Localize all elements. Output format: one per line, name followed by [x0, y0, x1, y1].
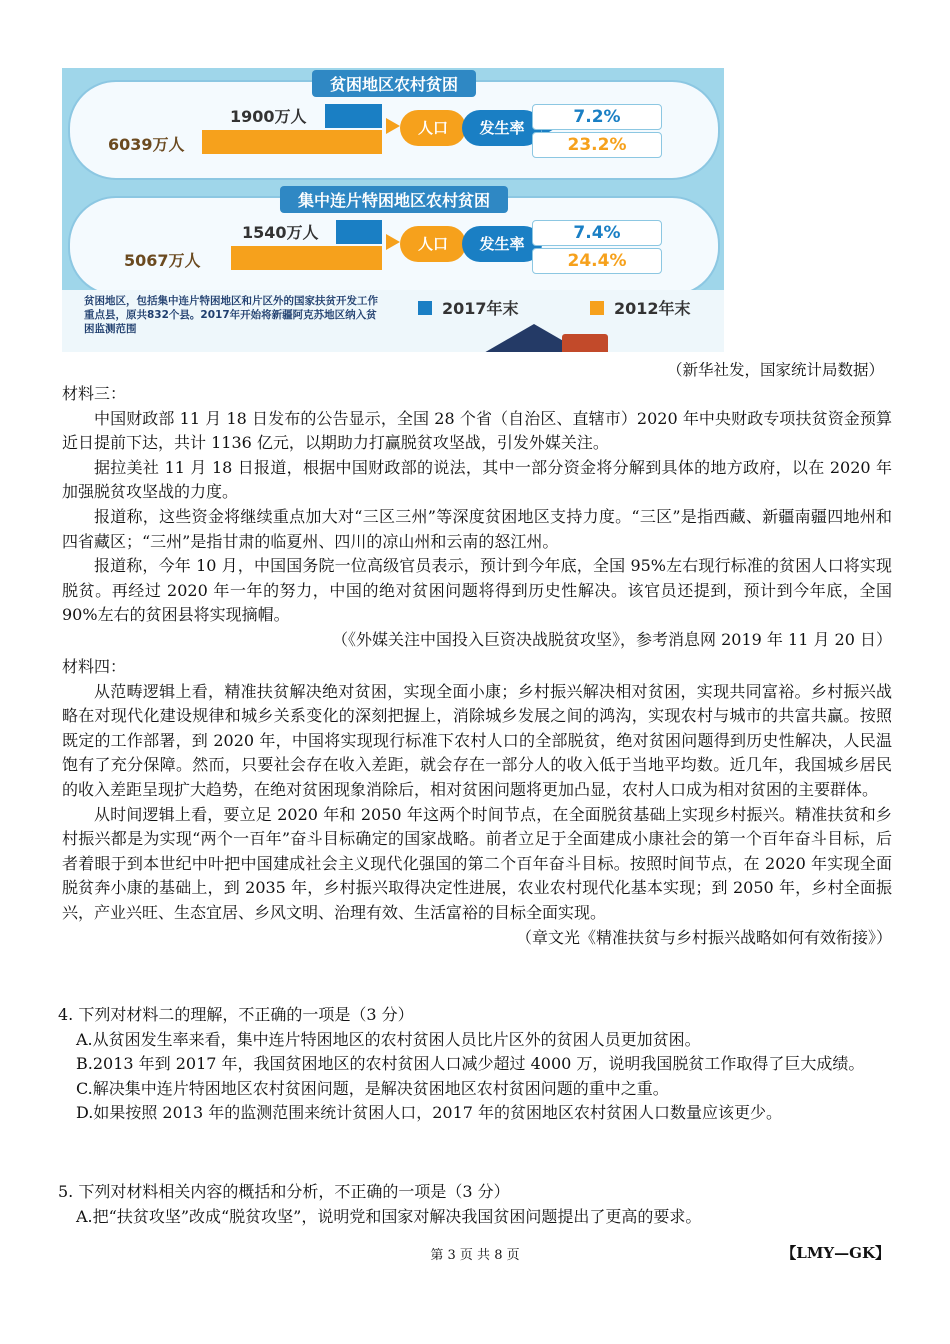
option-a: A.把“扶贫攻坚”改成“脱贫攻坚”，说明党和国家对解决我国贫困问题提出了更高的要求。 — [76, 1206, 702, 1226]
arrow-right-icon — [386, 118, 400, 134]
population-2012-bar — [231, 246, 382, 270]
question-4 — [58, 1003, 894, 1126]
panel-title: 贫困地区农村贫困 — [312, 70, 476, 97]
rate-pill: 发生率 — [462, 226, 542, 262]
paragraph: 中国财政部 11 月 18 日发布的公告显示，全国 28 个省（自治区、直辖市）2020 年中央财政专项扶贫资金预算近日提前下达，共计 1136 亿元，以期助力打赢脱贫攻坚战，引发外媒关注。 — [62, 408, 892, 453]
paragraph: 从范畴逻辑上看，精准扶贫解决绝对贫困，实现全面小康；乡村振兴解决相对贫困，实现共同富裕。乡村振兴战略在对现代化建设规律和城乡关系变化的深刻把握上，消除城乡发展之间的鸿沟，实现农村与城市的共富共赢。按照既定的工作部署，到 2020 年，中国将实现现行标准下农村人口的全部脱贫，绝对贫困问题得到历史性解决，人民温饱有了充分保障。然而，只要社会存在收入差距，就会存在一部分人的收入低于当地平均数。近几年，我国城乡居民的收入差距呈现扩大趋势，在绝对贫困现象消除后，相对贫困问题将更加凸显，农村人口成为相对贫困的主要群体。 — [62, 681, 892, 799]
paragraph: 据拉美社 11 月 18 日报道，根据中国财政部的说法，其中一部分资金将分解到具体的地方政府，以在 2020 年加强脱贫攻坚战的力度。 — [62, 457, 892, 502]
arrow-right-icon — [386, 234, 400, 250]
population-2012-label: 5067万人 — [124, 251, 201, 270]
population-2017-bar — [336, 220, 382, 244]
population-2012-bar — [202, 130, 382, 154]
infographic-source: （新华社发，国家统计局数据） — [666, 361, 884, 379]
population-2017-bar — [325, 104, 382, 128]
panel-poor-areas — [68, 75, 720, 180]
infographic-note: 贫困地区，包括集中连片特困地区和片区外的国家扶贫开发工作重点县，原共832个县。2017年开始将新疆阿克苏地区纳入贫困监测范围 — [84, 295, 378, 335]
infographic-footer — [62, 290, 724, 352]
legend-2012: 2012年末 — [590, 296, 691, 319]
house-wall-icon — [562, 334, 608, 352]
population-pill: 人口 — [400, 226, 466, 262]
paragraph: 从时间逻辑上看，要立足 2020 年和 2050 年这两个时间节点，在全面脱贫基础上实现乡村振兴。精准扶贫和乡村振兴都是为实现“两个一百年”奋斗目标确定的国家战略。前者立足于全面建成小康社会的第一个百年奋斗目标，后者着眼于到本世纪中叶把中国建成社会主义现代化强国的第二个百年奋斗目标。按照时间节点，在 2020 年实现全面脱贫奔小康的基础上，到 2035 年，乡村振兴取得决定性进展，农业农村现代化基本实现；到 2050 年，乡村全面振兴，产业兴旺、生态宜居、乡风文明、治理有效、生活富裕的目标全面实现。 — [62, 804, 892, 922]
option-c: C.解决集中连片特困地区农村贫困问题，是解决贫困地区农村贫困问题的重中之重。 — [76, 1078, 669, 1098]
rate-2012: 23.2% — [532, 132, 662, 158]
legend-2017: 2017年末 — [418, 296, 519, 319]
population-2017-label: 1900万人 — [230, 107, 307, 126]
option-d: D.如果按照 2013 年的监测范围来统计贫困人口，2017 年的贫困地区农村贫困人口数量应该更少。 — [76, 1103, 783, 1123]
rate-pill: 发生率 — [462, 110, 542, 146]
citation: （章文光《精准扶贫与乡村振兴战略如何有效衔接》） — [515, 927, 892, 947]
question-5 — [58, 1180, 894, 1229]
rate-2017: 7.4% — [532, 220, 662, 246]
option-b: B.2013 年到 2017 年，我国贫困地区的农村贫困人口减少超过 4000 万，说明我国脱贫工作取得了巨大成绩。 — [76, 1054, 865, 1074]
population-pill: 人口 — [400, 110, 466, 146]
material-three — [62, 382, 892, 653]
population-2012-label: 6039万人 — [108, 135, 185, 154]
rate-2017: 7.2% — [532, 104, 662, 130]
page-number: 第 3 页 共 8 页 — [430, 1248, 520, 1263]
exam-code: 【LMY—GK】 — [781, 1244, 890, 1262]
rate-2012: 24.4% — [532, 248, 662, 274]
option-a: A.从贫困发生率来看，集中连片特困地区的农村贫困人员比片区外的贫困人员更加贫困。 — [76, 1029, 701, 1049]
citation: （《外媒关注中国投入巨资决战脱贫攻坚》，参考消息网 2019 年 11 月 20 日） — [332, 629, 892, 649]
material-heading: 材料三： — [62, 384, 127, 403]
question-stem: 4. 下列对材料二的理解，不正确的一项是（3 分） — [58, 1005, 414, 1024]
paragraph: 报道称，这些资金将继续重点加大对“三区三州”等深度贫困地区支持力度。“三区”是指西藏、新疆南疆四地州和四省藏区；“三州”是指甘肃的临夏州、四川的凉山州和云南的怒江州。 — [62, 506, 892, 551]
panel-title: 集中连片特困地区农村贫困 — [280, 186, 508, 213]
paragraph: 报道称，今年 10 月，中国国务院一位高级官员表示，预计到今年底，全国 95%左右现行标准的贫困人口将实现脱贫。再经过 2020 年一年的努力，中国的绝对贫困问题将得到历史性解决。该官员还提到，预计到今年底，全国 90%左右的贫困县将实现摘帽。 — [62, 556, 892, 625]
legend-swatch-icon — [590, 301, 604, 315]
material-four — [62, 655, 892, 950]
panel-contiguous-areas — [68, 191, 720, 296]
poverty-infographic — [62, 68, 724, 352]
population-2017-label: 1540万人 — [242, 223, 319, 242]
legend-swatch-icon — [418, 301, 432, 315]
material-heading: 材料四： — [62, 657, 127, 676]
question-stem: 5. 下列对材料相关内容的概括和分析，不正确的一项是（3 分） — [58, 1182, 510, 1201]
